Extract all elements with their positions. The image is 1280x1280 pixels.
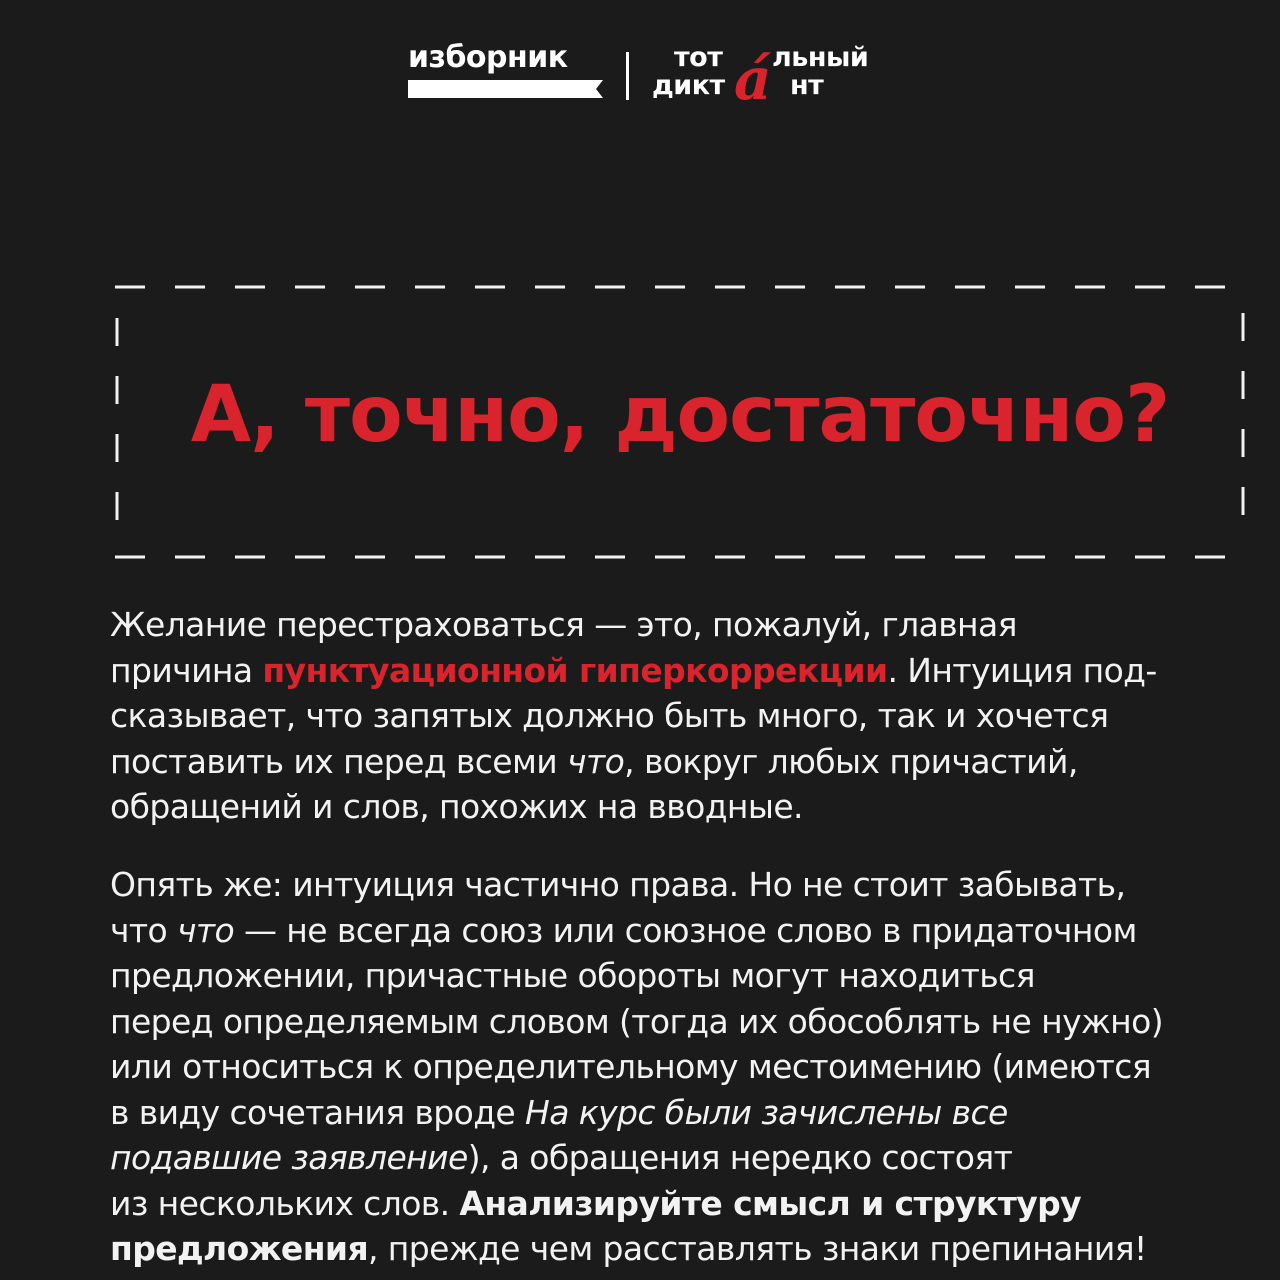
p1-line-2	[110, 648, 1260, 694]
logo-total-accent-letter: а́	[734, 45, 772, 113]
p2-line-5: или относиться к определительному местоимению (имеются	[110, 1047, 1152, 1086]
p2-line-8	[110, 1181, 1260, 1227]
logo-total-part1: тот	[674, 42, 723, 73]
p2-line-2-start: что	[110, 910, 177, 950]
p1-line-4-start: поставить их перед всеми	[110, 741, 568, 781]
p2-line-7-end: ), а обращения нередко состоят	[467, 1138, 1013, 1177]
p2-line-7-italic: подавшие заявление	[110, 1138, 468, 1177]
highlight-term: пунктуационной гиперкоррекции	[262, 650, 888, 690]
p2-line-6-start: в виду сочетания вроде	[110, 1092, 526, 1132]
p2-line-9-end: , прежде чем расставлять знаки препинания!	[368, 1229, 1147, 1268]
logo-divider	[626, 52, 629, 100]
paragraph-1	[110, 602, 1260, 830]
p1-line-4-end: , вокруг любых причастий,	[624, 741, 1078, 781]
p2-line-2	[110, 908, 1260, 954]
p1-line-4-italic: что	[567, 741, 625, 781]
izbornik-logo	[408, 40, 603, 102]
p2-line-6-italic: На курс были зачислены все	[525, 1092, 1008, 1132]
p1-line-2-start: причина	[110, 650, 263, 690]
p2-line-2-end: — не всегда союз или союзное слово в придаточном	[234, 910, 1137, 950]
p2-line-1: Опять же: интуиция частично права. Но не стоит забывать,	[110, 865, 1126, 904]
paragraph-2	[110, 862, 1260, 1272]
totalny-diktant-logo	[650, 42, 940, 113]
p1-line-5: обращений и слов, похожих на вводные.	[110, 787, 803, 826]
logo-bar	[0, 40, 1280, 113]
p2-line-9	[110, 1226, 1260, 1272]
p1-line-1: Желание перестраховаться — это, пожалуй, главная	[110, 605, 1017, 644]
p2-line-4: перед определяемым словом (тогда их обособлять не нужно)	[110, 1001, 1163, 1041]
p2-line-3: предложении, причастные обороты могут находиться	[110, 956, 1035, 995]
p2-line-6	[110, 1090, 1260, 1136]
izbornik-logo-text: изборник	[408, 40, 568, 75]
izbornik-logo-bar	[408, 80, 603, 98]
p2-line-2-italic: что	[177, 910, 235, 950]
logo-diktant-part1: дикт	[652, 70, 725, 101]
p2-line-8-bold: Анализируйте смысл и структуру	[459, 1183, 1082, 1223]
p1-line-2-end: . Интуиция под-	[887, 650, 1157, 690]
logo-diktant-part2: нт	[790, 70, 824, 101]
p1-line-3: сказывает, что запятых должно быть много, так и хочется	[110, 696, 1109, 735]
p2-line-9-bold: предложения	[110, 1229, 369, 1268]
p1-line-4	[110, 739, 1260, 785]
logo-total-part2: льный	[772, 42, 869, 73]
headline: А, точно, достаточно?	[190, 370, 1170, 460]
p2-line-8-start: из нескольких слов.	[110, 1183, 460, 1223]
p2-line-7	[110, 1135, 1260, 1181]
